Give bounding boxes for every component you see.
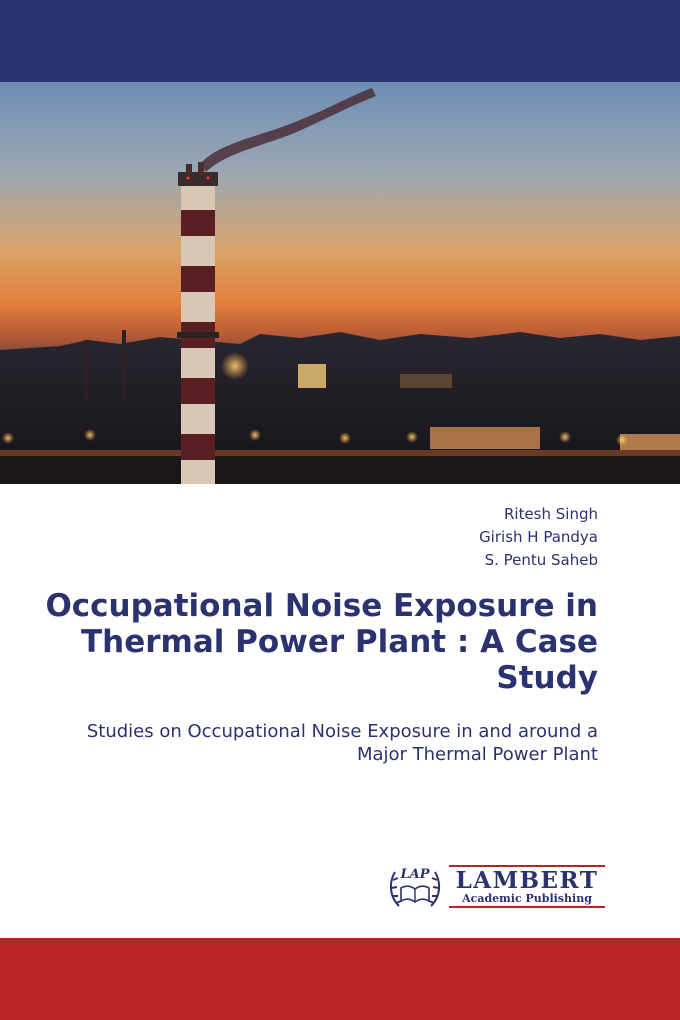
publisher-tagline: Academic Publishing bbox=[462, 892, 592, 905]
top-color-band bbox=[0, 0, 680, 82]
chimney-smokestack bbox=[177, 162, 219, 484]
publisher-name: LAMBERT bbox=[455, 867, 599, 894]
book-subtitle: Studies on Occupational Noise Exposure in and around a Major Thermal Power Plant bbox=[86, 721, 598, 765]
power-plant-photo bbox=[0, 82, 680, 484]
publisher-mark: LAP bbox=[400, 867, 430, 882]
publisher-logo bbox=[385, 858, 607, 914]
author-name: Girish H Pandya bbox=[479, 528, 598, 546]
cover-photo bbox=[0, 82, 680, 484]
author-list bbox=[479, 503, 598, 572]
author-name: Ritesh Singh bbox=[503, 505, 598, 523]
book-title: Occupational Noise Exposure in Thermal Power Plant : A Case Study bbox=[45, 588, 598, 696]
bottom-color-band bbox=[0, 938, 680, 1020]
author-name: S. Pentu Saheb bbox=[484, 551, 598, 569]
lambert-logo-icon bbox=[385, 858, 607, 914]
